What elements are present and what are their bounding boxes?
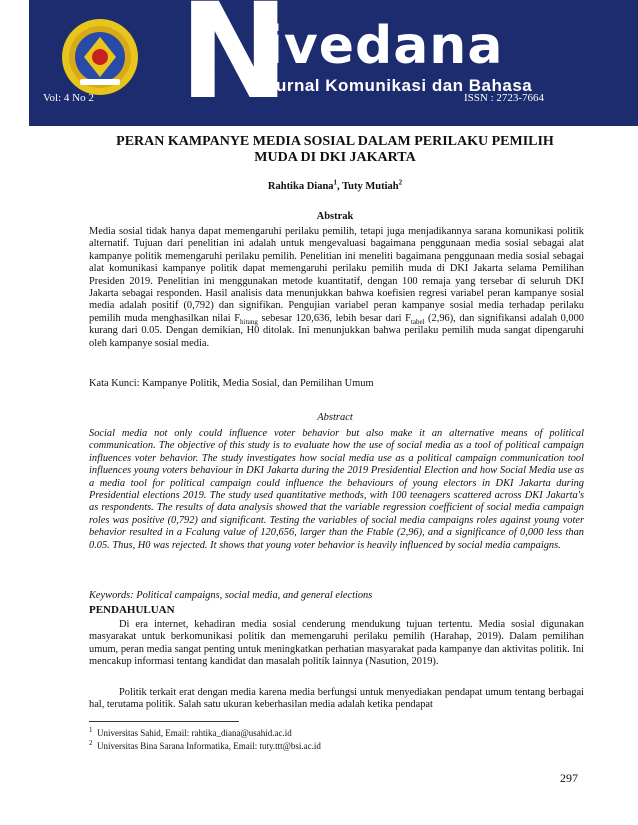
abstract-sub-tabel: tabel xyxy=(410,317,425,326)
footnote-2-mark: 2 xyxy=(89,739,93,747)
journal-banner xyxy=(29,0,638,126)
footnote-divider xyxy=(89,721,239,722)
university-seal-logo xyxy=(60,17,140,97)
page-number: 297 xyxy=(560,771,578,785)
author-separator: , xyxy=(337,181,343,192)
keywords: Kata Kunci: Kampanye Politik, Media Sosial, dan Pemilihan Umum xyxy=(89,378,374,389)
abstract-text-1: Media sosial tidak hanya dapat memengaruhi perilaku pemilih, tetapi juga menjadikannya sarana komunikasi politik alternatif. Tujuan dari penelitian ini adalah untuk mengevaluasi bagaimana penggunaan media sosial sebagai alat kampanye politik memengaruhi perilaku pemilih. Penelitian ini meneliti bagaimana penggunaan media sosial sebagai alat komunikasi kampanye politik dapat memengaruhi perilaku pemilih muda di DKI Jakarta selama Pemilihan Presiden 2019. Penelitian ini menggunakan metode kuantitatif, dengan 100 remaja yang tersebar di seluruh DKI Jakarta sebagai responden. Hasil analisis data menunjukkan bahwa koefisien regresi variabel peran kampanye sosial media adalah positif (0,792) dan signifikan. Pengujian variabel peran kampanye sosial media terhadap perilaku pemilih muda menghasilkan nilai F xyxy=(89,226,584,324)
brand-name: ivedana xyxy=(265,16,504,76)
abstract-sub-hitung: hitung xyxy=(240,317,258,326)
abstract-body xyxy=(89,226,584,350)
footnote-2-text: Universitas Bina Sarana Informatika, Email: tuty.ttt@bsi.ac.id xyxy=(97,741,321,751)
brand-subtitle: Jurnal Komunikasi dan Bahasa xyxy=(266,76,533,95)
paragraph-1: Di era internet, kehadiran media sosial cenderung mendukung tujuan tertentu. Media sosial digunakan masyarakat untuk berkomunikasi politik dan memengaruhi perilaku pemilih (Harahap, 2019). Dalam pemilihan umum, peran media sangat penting untuk meningkatkan perhatian masyarakat pada kampanye dan aktivitas politik. Ini mencakup informasi tentang kandidat dan masalah politik lainnya (Nasution, 2019). xyxy=(89,619,584,668)
footnote-1-mark: 1 xyxy=(89,726,93,734)
issn-label: ISSN : 2723-7664 xyxy=(464,92,545,104)
title-line-2: MUDA DI DKI JAKARTA xyxy=(254,150,416,165)
footnote-1 xyxy=(89,728,292,738)
keywords-en: Keywords: Political campaigns, social media, and general elections xyxy=(89,590,373,601)
footnote-2 xyxy=(89,741,321,751)
footnote-1-text: Universitas Sahid, Email: rahtika_diana@usahid.ac.id xyxy=(97,728,292,738)
author-1-mark: 1 xyxy=(333,178,338,187)
brand-initial: N xyxy=(179,0,290,126)
abstract-heading: Abstrak xyxy=(316,211,354,222)
section-heading: PENDAHULUAN xyxy=(89,604,175,616)
paragraph-2: Politik terkait erat dengan media karena media berfungsi untuk menyediakan pendapat umum tentang berbagai hal, terutama politik. Salah satu ukuran keberhasilan media adalah ketika pendapat xyxy=(89,687,584,711)
author-line xyxy=(100,178,570,192)
author-2-mark: 2 xyxy=(398,178,403,187)
title-line-1: PERAN KAMPANYE MEDIA SOSIAL DALAM PERILAKU PEMILIH xyxy=(116,134,554,149)
author-1: Rahtika Diana xyxy=(267,181,334,192)
abstract-en-heading: Abstract xyxy=(317,412,353,423)
volume-label: Vol: 4 No 2 xyxy=(43,92,94,104)
paper-title xyxy=(100,134,570,166)
abstract-en-body: Social media not only could influence voter behavior but also make it an alternative means of political communication. The objective of this study is to evaluate how the use of social media as a tool of political campaign influences voter behavior. The study investigates how social media use as a political campaign communication tool influences young voters behaviour in DKI Jakarta during the 2019 Presidential Election and how Social Media use as a media tool for political campaign could influence the behaviours of young electors in DKI Jakarta during Presidential elections 2019. The study used quantitative methods, with 100 teenagers scattered across DKI Jakarta's as respondents. The results of data analysis showed that the variable regression coefficient of social media campaign roles was positive (0,792) and significant. Testing the variables of social media campaigns roles against young voter behavior resulted in a Fcalung value of 120,656, larger than the Ftable (2,96), and a significance of 0,000 less than 0.05. Thus, H0 was rejected. It shows that young voter behavior is heavily influenced by social media campaigns. xyxy=(89,428,584,551)
author-2: Tuty Mutiah xyxy=(342,181,399,192)
abstract-text-3: (2,96), dan signifikansi adalah 0,000 kurang dari 0.05. Dengan demikian, H0 ditolak. Ini menunjukkan bahwa perilaku pemilih muda sangat dipengaruhi oleh kampanye sosial media. xyxy=(89,312,584,349)
abstract-text-2: sebesar 120,636, lebih besar dari F xyxy=(257,312,411,324)
